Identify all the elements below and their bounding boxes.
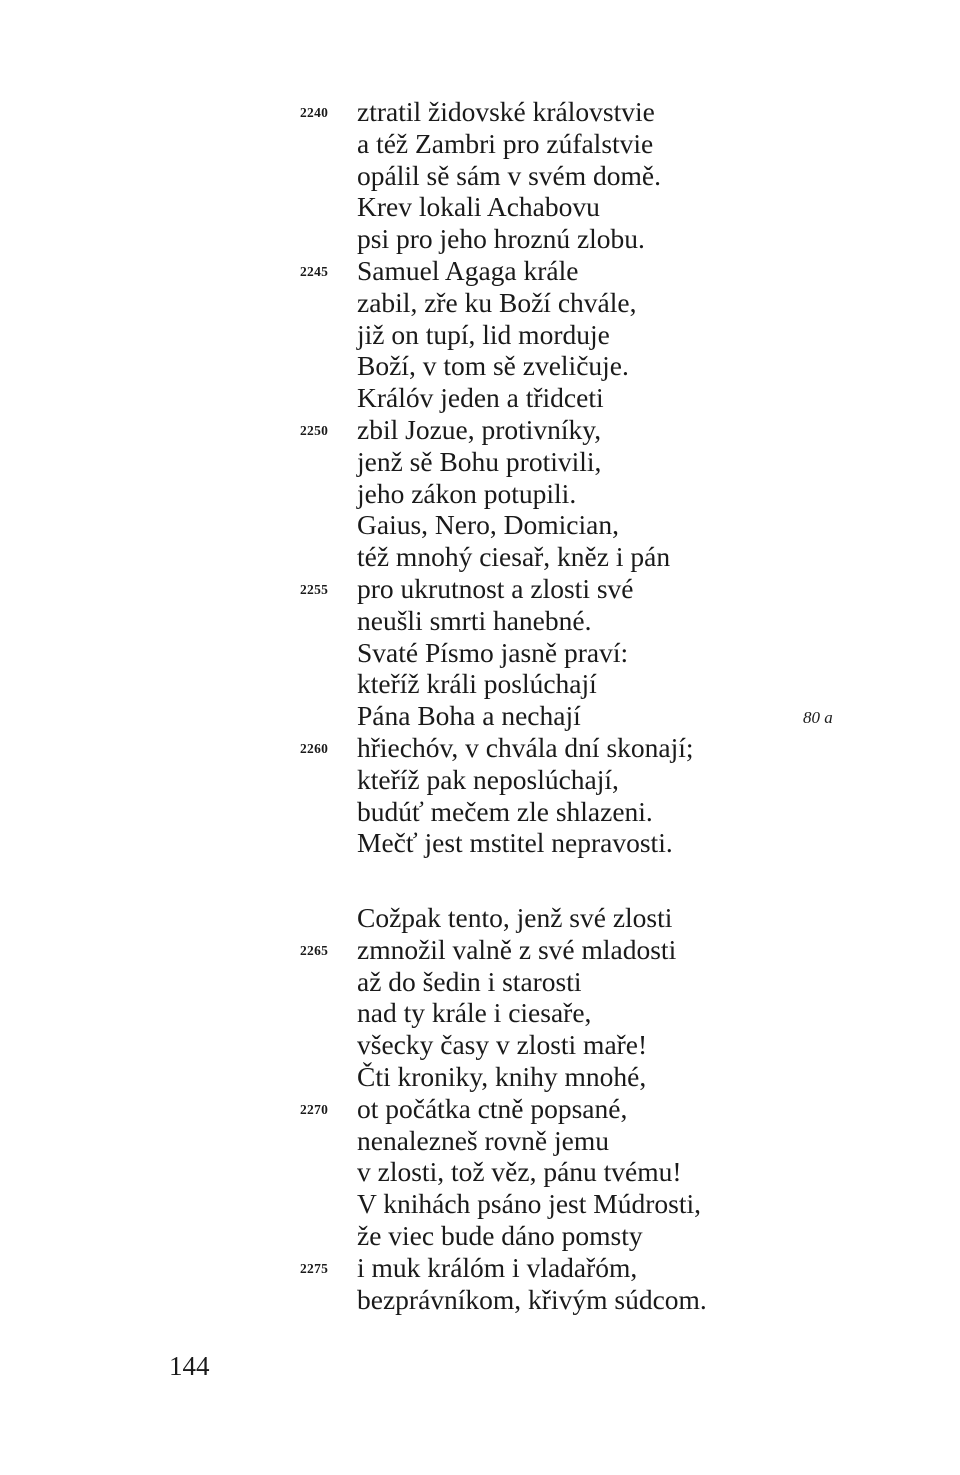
verse-text: pro ukrutnost a zlosti své xyxy=(357,572,634,604)
verse-text: opálil sě sám v svém domě. xyxy=(357,159,661,191)
line-number: 2250 xyxy=(300,422,329,438)
verse-line xyxy=(0,160,960,192)
verse-text: Boží, v tom sě zveličuje. xyxy=(357,350,629,382)
verse-line xyxy=(0,1156,960,1188)
folio-margin-note: 80 a xyxy=(803,708,833,728)
verse-text: budúť mečem zle shlazeni. xyxy=(357,795,653,827)
verse-stanza-1 xyxy=(0,96,960,859)
verse-text: Krev lokali Achabovu xyxy=(357,191,600,223)
verse-line xyxy=(0,509,960,541)
verse-line xyxy=(0,1284,960,1316)
verse-text: Čti kroniky, knihy mnohé, xyxy=(357,1060,647,1092)
verse-line xyxy=(0,255,960,287)
verse-text: neušli smrti hanebné. xyxy=(357,604,592,636)
verse-line xyxy=(0,668,960,700)
verse-line xyxy=(0,446,960,478)
verse-line xyxy=(0,1125,960,1157)
verse-text: kteříž pak neposlúchají, xyxy=(357,763,619,795)
line-number: 2270 xyxy=(300,1101,329,1117)
verse-text: zbil Jozue, protivníky, xyxy=(357,413,602,445)
verse-line xyxy=(0,1188,960,1220)
verse-line xyxy=(0,223,960,255)
verse-line xyxy=(0,605,960,637)
verse-line xyxy=(0,966,960,998)
verse-line xyxy=(0,128,960,160)
verse-line xyxy=(0,414,960,446)
line-number: 2255 xyxy=(300,581,329,597)
verse-stanza-2 xyxy=(0,902,960,1315)
line-number: 2245 xyxy=(300,263,329,279)
verse-text: jeho zákon potupili. xyxy=(357,477,577,509)
verse-text: až do šedin i starosti xyxy=(357,965,582,997)
verse-text: Samuel Agaga krále xyxy=(357,254,579,286)
verse-line xyxy=(0,96,960,128)
verse-text: Gaius, Nero, Domician, xyxy=(357,509,619,541)
line-number: 2275 xyxy=(300,1260,329,1276)
verse-text: nad ty krále i ciesaře, xyxy=(357,997,592,1029)
verse-text: V knihách psáno jest Múdrosti, xyxy=(357,1188,701,1220)
verse-line xyxy=(0,764,960,796)
verse-text: již on tupí, lid morduje xyxy=(357,318,610,350)
verse-line xyxy=(0,934,960,966)
verse-text: ot počátka ctně popsané, xyxy=(357,1092,628,1124)
page-number: 144 xyxy=(169,1351,210,1381)
verse-line xyxy=(0,191,960,223)
verse-line xyxy=(0,1061,960,1093)
verse-text: zabil, zře ku Boží chvále, xyxy=(357,286,637,318)
verse-text: ztratil židovské královstvie xyxy=(357,96,655,127)
verse-text: Králóv jeden a třidceti xyxy=(357,382,604,414)
line-number: 2240 xyxy=(300,105,329,120)
verse-line xyxy=(0,902,960,934)
verse-text: nenalezneš rovně jemu xyxy=(357,1124,609,1156)
verse-line xyxy=(0,382,960,414)
verse-line xyxy=(0,350,960,382)
verse-line xyxy=(0,287,960,319)
verse-line xyxy=(0,573,960,605)
verse-text: hřiechóv, v chvála dní skonají; xyxy=(357,731,694,763)
verse-line xyxy=(0,796,960,828)
verse-text: že viec bude dáno pomsty xyxy=(357,1219,643,1251)
verse-text: též mnohý ciesař, kněz i pán xyxy=(357,541,671,573)
line-number: 2260 xyxy=(300,740,329,756)
verse-line xyxy=(0,541,960,573)
verse-line xyxy=(0,997,960,1029)
verse-line xyxy=(0,1093,960,1125)
verse-line xyxy=(0,478,960,510)
verse-text: v zlosti, tož věz, pánu tvému! xyxy=(357,1156,682,1188)
verse-text: bezprávníkom, křivým súdcom. xyxy=(357,1283,707,1315)
verse-line xyxy=(0,1220,960,1252)
verse-line xyxy=(0,319,960,351)
verse-text: Cožpak tento, jenž své zlosti xyxy=(357,902,673,933)
verse-text: zmnožil valně z své mladosti xyxy=(357,933,677,965)
verse-line xyxy=(0,1029,960,1061)
verse-text: jenž sě Bohu protivili, xyxy=(357,445,602,477)
verse-text: Mečť jest mstitel nepravosti. xyxy=(357,827,673,859)
verse-text: i muk králóm i vladařóm, xyxy=(357,1251,638,1283)
verse-text: a též Zambri pro zúfalstvie xyxy=(357,127,654,159)
verse-line xyxy=(0,637,960,669)
line-number: 2265 xyxy=(300,942,329,958)
verse-text: Pána Boha a nechají xyxy=(357,700,581,732)
verse-text: kteříž králi poslúchají xyxy=(357,668,597,700)
verse-text: Svaté Písmo jasně praví: xyxy=(357,636,629,668)
verse-text: všecky časy v zlosti maře! xyxy=(357,1029,648,1061)
verse-line xyxy=(0,700,960,732)
verse-line xyxy=(0,827,960,859)
verse-line xyxy=(0,1252,960,1284)
verse-line xyxy=(0,732,960,764)
verse-text: psi pro jeho hroznú zlobu. xyxy=(357,223,645,255)
